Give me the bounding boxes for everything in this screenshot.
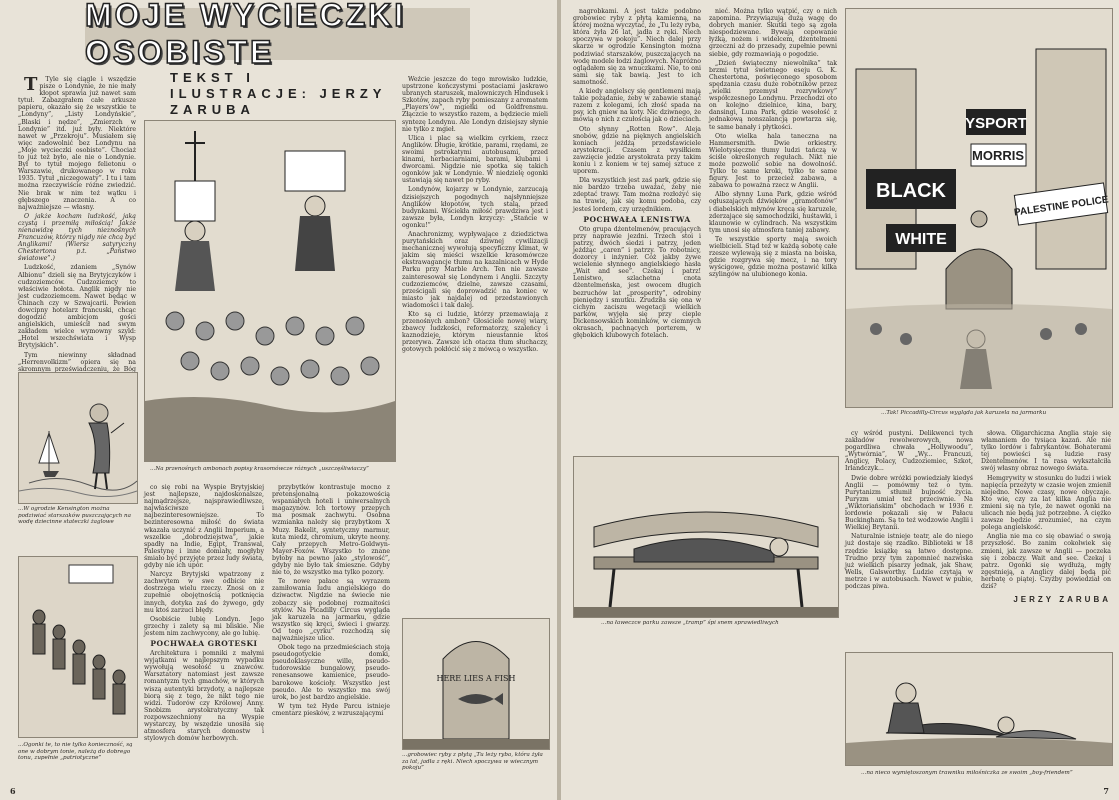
paragraph: A kiedy angielscy się gentlemeni mają takie pożądanie, żeby w zabawie stanąć razem z kolegami, ich złość spada na psy, ich gniew na koty. Nic dziwnego, że mówią o nich z czułością jak o dzieciach. [573, 88, 701, 124]
paragraph: Anachronizmy, wypływające z dziedzictwa purytańskich oraz dziwnej cywilizacji mechanicznej wywołują specyficzny klimat, w jakim się mieści wszelkie krasomówcze ekstrawagancje tłumu na kazalnicach w Hyde Parku przy Marble Arch. Ten nie zawsze zainteresował się Londynem i Anglii. Szczyty cudzoziemców, dzielne, zawsze czasami, prześcigali się doprowadzić na koniec w miasto jak najdalej od przedstawionych wiadomości i tak dalej. [402, 230, 548, 309]
right-page [561, 0, 1119, 800]
section-heading-grotesque: POCHWAŁA GROTESKI [150, 638, 258, 648]
paragraph: Dla wszystkich jest zaś park, gdzie się nie bardzo trzeba uważać, żeby nie zdeptać trawy. Tam można rozłożyć się na trawie, jak się komu podoba, czy jesteś lordem, czy urzędnikiem. [573, 177, 701, 213]
svg-text:MORRIS: MORRIS [972, 148, 1024, 163]
right-col-1 [573, 8, 701, 448]
author-signature: JERZY ZARUBA [1013, 595, 1111, 605]
paragraph: Tym niewinny składnad „Herrenvolkizm” opiera się na skromnym przeświadczeniu, że Bóg [18, 351, 136, 373]
caption-orators: ...Na przenośnych ambonach popisy krasomówcze różnych „uszczęśliwiaczy” [150, 466, 369, 472]
illustration-bench-tramp [573, 456, 839, 618]
paragraph: Oto wielka hala taneczna na Hammersmith. Dwie orkiestry. Wielotysięczne tłumy ludzi tańczą w ściśle określonych regułach. Nikt nie może pozwolić sobie na dowolność. Tylko te same kroki, tylko te same figury. Jest to przecież zabawa, a zabawa to poważna rzecz w Anglii. [709, 132, 837, 190]
svg-text:WHITE: WHITE [895, 231, 947, 248]
caption-sailboats: ...W ogrodzie Kensington można podziwiać starszaków puszczających na wodę dziecinne stateczki żaglowe [18, 506, 131, 525]
article-title: MOJE WYCIECZKI OSOBISTE [85, 0, 407, 70]
paragraph: nagrobkami. A jest także podobno grobowiec ryby z płytą kamienną, na której można wyczytać, że „Tu leży ryba, która żyła 26 lat, jadła z ręki. Niech spoczywa w pokoju”. Niech dalej przy skarze w ogrodzie Kensington można podziwiać starszaków, puszczających na wodę modele łodzi żaglowych. Napróżno oglądałem się za wnuczkami. Nie, to oni sami się tak bawią. Jest to ich samotność. [573, 8, 701, 86]
paragraph: Ludzkość, zdaniem „Synów Albionu” dzieli się na Brytyjczyków i cudzoziemców. Cudzoziemcy to właściwie hołota. Anglik nigdy nie jest cudzoziemcem. Nawet będąc w Chinach czy w Szwajcarii. Pewien dowcipny hotelarz francuski, chcąc dogodzić ambicjom gości angielskich, umieścił nad swym zakładem wielce wymowny szyld: „Hotel wszechświata i Wysp Brytyjskich”. [18, 264, 136, 350]
illustration-queue [18, 556, 138, 738]
article-title-banner [85, 0, 470, 70]
paragraph: Dwie dobre wróżki powiedziały kiedyś Anglii — pomówmy też o tym. Purytanizm stłumił bujność życia. Puryzm umiał też przeciwnie. Na „Wiktoriańskim” obchodach w 1936 r. lordowie pokazali się w Pałacu Buckingham. Są to też wodzowie Anglii i Wielkiej Brytanii. [845, 474, 973, 532]
paragraph: Te nowe pałace są wyrazem zamiłowania ludu angielskiego do dziwactw. Nigdzie na świecie nie zobaczy się podobnej rozmaitości stylów. Na Picadilly Circus wygląda jak karuzela na jarmarku, gdzie wszystko się kręci, świeci i gwarzy. Od tego „cyrku” rozchodzą się najważniejsze ulice. [272, 578, 390, 642]
illustration-hyde-park-orators [144, 120, 396, 462]
caption-queue: ...Ogonki te, to nie tylko konieczność, są one w dobrym tonie, należą do dobrego tonu, zupełnie „patriotyczne” [18, 742, 133, 761]
paragraph: Naturalnie istnieje teatr, ale do niego już dostaje się rzadko. Biblioteki w 18 rzędzie książkę są łatwo dostępne. Trudno przy tym zapomnieć nazwiska już wielkich pisarzy jednak, jak Shaw, Wells, Galsworthy. Ludzie czytają w metrze i w autobusach. Nawet w pubie, podczas piwa. [845, 533, 973, 590]
svg-text:PALESTINE POLICE: PALESTINE POLICE [1013, 194, 1110, 219]
left-page [0, 0, 557, 800]
left-col-1 [18, 74, 136, 373]
paragraph: Hemgrywity w stosunku do ludzi i wiek napięcia przeżyty w czasie wojen zmienił niejedno. Nowe czasy, nowe obyczaje. Kto wie, czy za lat kilka Anglia nie zmieni się na tyle, że nawet ogonki na ulicach nie będą już potrzebne. A ciężko zawsze będzie zrozumieć, na czym polega angielskość. [981, 474, 1111, 532]
paragraph: cy wśród pustyni. Delikwenci tych zakładów rewolwerowych, nowa pogardliwa chwała „Hollywoodu”, „Wytwórnia”, W „Wy... Francuzi, Anglicy, Polacy, Cudzoziemiec, Szkot, Irlandczyk... [845, 430, 973, 473]
paragraph: T Tyle się ciągle i wszędzie pisze o Londynie, że nie mały kłopot sprawia już nawet sam tytuł. Zabazgrałem całe arkusze papieru, okazało się że wszystkie te „Londyny”, „Listy Londyńskie”, „Blaski i nędze”, „Zmierzch w Londynie” itd. już były. Niektóre nawet w „Przekroju”. Musiałem się więc zadowolnić bez Londynu na „Moje wycieczki osobiste”. Chociaż to już też było, ale nie o Londynie. Był to tytuł mojego felietonu o Warszawie, drukowanego w roku 1935. Tytuł „niczegowaty”. I tu i tam można rzeczywiście różne zwiedzić. Nie brak w nim też wątku i głębszego znaczenia. A co najważniejsze — własny. [18, 74, 136, 211]
byline: TEKST I ILUSTRACJE: JERZY ZARUBA [170, 70, 387, 117]
paragraph: Architektura i pomniki z małymi wyjątkami w najlepszym wypadku wywołują wesołość u znawców. Warsztatory natomiast jest zawsze romantyzm tych gmachów, w których wiszą autentyki brzydoty, a najlepsze biorą się z tego, że nikt tego nie widzi. Tudorów czy Królowej Anny. Snobizm arystokratyczny tak rozpowszechniony na Wyspie wystarczy, by wszędzie unosiła się atmosfera starych domostw i stylowych domów herbowych. [144, 650, 264, 743]
illustration-fish-tombstone [402, 618, 550, 750]
illustration-piccadilly-circus [845, 8, 1113, 408]
page-number-right: 7 [1103, 786, 1109, 796]
paragraph: przybytków kontrastuje mocno z pretensjonalną pokazowością wspaniałych hoteli i uniwersalnych magazynów. Ich tortowy przepych ma posmak zachwytu. Osobna wzmianka należy się przybytkom X Muzy. Bakelit, syntetyczny marmur, kuta miedź, chromium, ukryte neony. Cały przepych Metro-Goldwyn-Mayer-Foxów. Wszystko to znane byłoby na pewno jako „stylowość”, gdyby nie było tak śmieszne. Gdyby nie to, że wszystko ma tylko pozory. [272, 484, 390, 577]
paragraph: Londynów, kojarzy w Londynie, zarzucają dzisiejszych pogodnych najsłynniejsze Anglików kłopotów, tych stalą, przed budynkami. Wściekła miłość prawdziwa jest i zawsze była, Londyn krzyczy: „Stańcie w ogonku!” [402, 186, 548, 229]
section-heading-laziness: POCHWAŁA LENISTWA [583, 214, 691, 224]
paragraph: Osobiście lubię Londyn. Jego grzechy i zalety są mi bliskie. Nie jestem nim zachwycony, ale go lubię. [144, 615, 264, 637]
right-col-4 [981, 430, 1111, 650]
left-col-4 [272, 484, 390, 784]
paragraph: Weźcie jeszcze do tego mrowisko ludzkie, upstrzone kończystymi postaciami jaskrawo ubranych staruszek, malowniczych Hindusek i Szkotów, zapach ryby pomieszany z aromatem „Players’ów”, mgiełki od Goldfrensmu. Złączcie to wszystko razem, a będziecie mieli syntezę Londynu. Ale Londyn dzisiejszy słynie nie tylko z mgieł. [402, 76, 548, 133]
paragraph: W tym też Hyde Parcu istnieje cmentarz piesków, z wzruszającymi [272, 702, 390, 717]
svg-text:HERE LIES A FISH: HERE LIES A FISH [436, 674, 516, 683]
svg-text:YSPORT: YSPORT [965, 115, 1027, 132]
paragraph: Anglia nie ma co się obawiać o swoją przyszłość. Bo zanim cokolwiek się zmieni, jak zawsze w Anglii — poczeka się i zobaczy. Wait and see. Czekaj i patrz. Ogonki się wydłużą, mgły zgęstnieją, a Anglicy dalej będą pić herbatę o piątej. Czyżby powiedział on dziś? [981, 533, 1111, 590]
right-col-2 [709, 8, 837, 448]
paragraph: Oto grupa dżentelmenów, pracujących przy naprawie jezdni. Trzech stoi i patrzy, dwóch siedzi i patrzy, jeden jeżdżąc „caren” i patrzy. To robotnicy, dozorcy i inżynier. Cóż jakby żywe wcielenie słynnego angielskiego hasła „Wait and see”. Czekaj i patrz! Lenistwo, szlachetna cnota dżentelmeńska, jest owocem długich bezruchów lat „prosperity”, odrobiny pieniędzy i smutku. Zrudziła się ona w cichym zaciszu wegetacji wielkich parków, wyjęła się przy cieple Dickensowskich kominków, w ciemnych okrasach, pachnących porterem, w głębokich klubowych fotelach. [573, 225, 701, 340]
paragraph: Obok tego na przedmieściach stoją pseudogotyckie domki, pseudoklasyczne wille, pseudo-tudorowskie bungalowy, pseudo-renesansowe kamienice, pseudo-barokowe kościoły. Wszystko jest pseudo. Ale to wszystko ma swój urok, bo jest bardzo angielskie. [272, 644, 390, 701]
svg-text:BLACK: BLACK [876, 180, 946, 202]
page-number-left: 6 [10, 786, 16, 796]
left-col-2 [144, 484, 264, 784]
paragraph: co się robi na Wyspie Brytyjskiej jest najlepsze, najdoskonalsze, najmądrzejsze, najsprawiedliwsze, najwłaściwsze i najbezinteresowniejsze. To bezinteresowna miłość do świata wkazała uczynić z Anglii Imperium, a wszelkie „dobrodziejstwa”, jakie spadły na Indie, Egipt, Transwal, Palestynę i inne domiały, mogłyby śmiało być przyjęte przez ludy świata, gdyby nie ich upór. [144, 484, 264, 570]
paragraph: Ulica i plac są wielkim cyrkiem, rzecz Anglików. Długie, krótkie, parami, rzędami, ze swoimi pstrokatymi autobusami, przed kinami, herbaciarniami, barami, klubami i dworcami. Nigdzie nie spotka się takich ogonków jak w Londynie. W niedzielę ogonki ustawiają się nawet po ryby. [402, 134, 548, 185]
paragraph: słowa. Oligarchiczna Anglia staje się włamaniem do tysiąca kazań. Ale nie tylko lordów i fabrykantów. Bohaterami tej powieści są ludzie rasy Dżentelmenów. I ta rasa wykształciła swój własny obraz nowego świata. [981, 430, 1111, 473]
paragraph: Te wszystkie sporty mają swoich wielbicieli. Stąd też w każdą sobotę całe rzesze wylewają się z miasta na boiska, gdzie rozgrywa się mecz, i na tory wyścigowe, gdzie można postawić kilka szylingów na ulubionego konia. [709, 235, 837, 279]
caption-bench: ...na ławeczce parku zawsze „tramp” śpi snem sprawiedliwych [601, 620, 779, 626]
caption-tombstone: ...grobowiec ryby z płytą „Tu leży ryba, która żyła za lat, jadła z ręki. Niech spoczywa w wiecznym pokoju” [402, 752, 543, 771]
illustration-sailboats [18, 372, 138, 504]
paragraph: Albo słynny Luna Park, gdzie wśród ogłuszających dźwięków „gramofonów” i diabelskich młynów kręcą się karuzele, zderzające się samochodziki, huśtawki, i klaunowie w cylindrach. Na wszystkim tym unosi się atmosfera taniej zabawy. [709, 191, 837, 234]
illustration-lawn-couple [845, 652, 1113, 766]
paragraph: O jakże kocham ludzkość, jaką czystą i przemiłą miłością! Jakże nienawidzę tych nieznośnych Francuzów, którzy nigdy nie chcą być Anglikami! (Wiersz satyryczny Chestertona p.t. „Państwo światowe”.) [18, 212, 136, 263]
paragraph: Oto słynny „Rotten Row”. Aleja snobów, gdzie na pięknych angielskich koniach jeżdżą przedstawiciele arystokracji. Czasem z wysiłkiem zawzięcie jedzie arystokrata przy takim koniu i z koniem w tej samej sztuce z uporem. [573, 125, 701, 176]
paragraph: Kto są ci ludzie, którzy przemawiają z przenośnych ambon? Głosiciele nowej wiary, zbawcy ludzkości, reformatorzy, szaleńcy i kaznodzieje, którym nieustannie ktoś przerywa. Zawsze ich otacza tłum słuchaczy, gotowych pokłócić się z mówcą o wszystko. [402, 311, 548, 354]
caption-piccadilly: ...Tak! Piccadilly-Circus wygląda jak karuzela na jarmarku [881, 410, 1047, 416]
paragraph: nieć. Można tylko wątpić, czy o nich zapomina. Przywiązują dużą wagę do dobrych manier. Skutki tego są zgoła niespodziewane. Bywają cepowanie łyżką, nożem i widelcem, dżentelmeni grzeczni aż do przesady, zupełnie pewni siebie, gdy rozmawiają o pogodzie. [709, 8, 837, 58]
paragraph: Narcyz Brytyjski wpatrzony z zachwytem w swe odbicie nie dostrzega wielu rzeczy. Znosi on z zupełnie obojętnością potknięcia innych, dotyka zaś do żywego, gdy mu ktoś zarzuci błędy. [144, 571, 264, 614]
paragraph: „Dzień świąteczny niewolnika” tak brzmi tytuł świetnego eseju G. K. Chestertona, poświęconego sposobom spędzania czasu duże robotników przez „wielki przemysł rozrywkowy” współczesnego Londynu. Przechodzi oto on kolejno dzielnice, kina, bary, dansingi, Luna Park, gdzie wesołość z jednakową nonszalancją powtarza się, te same banały i płytkości. [709, 59, 837, 131]
left-col-3 [402, 76, 548, 466]
caption-couple: ...na nieco wymiętoszonym trawniku miłośniczka ze swoim „boy-friendem” [861, 770, 1073, 776]
